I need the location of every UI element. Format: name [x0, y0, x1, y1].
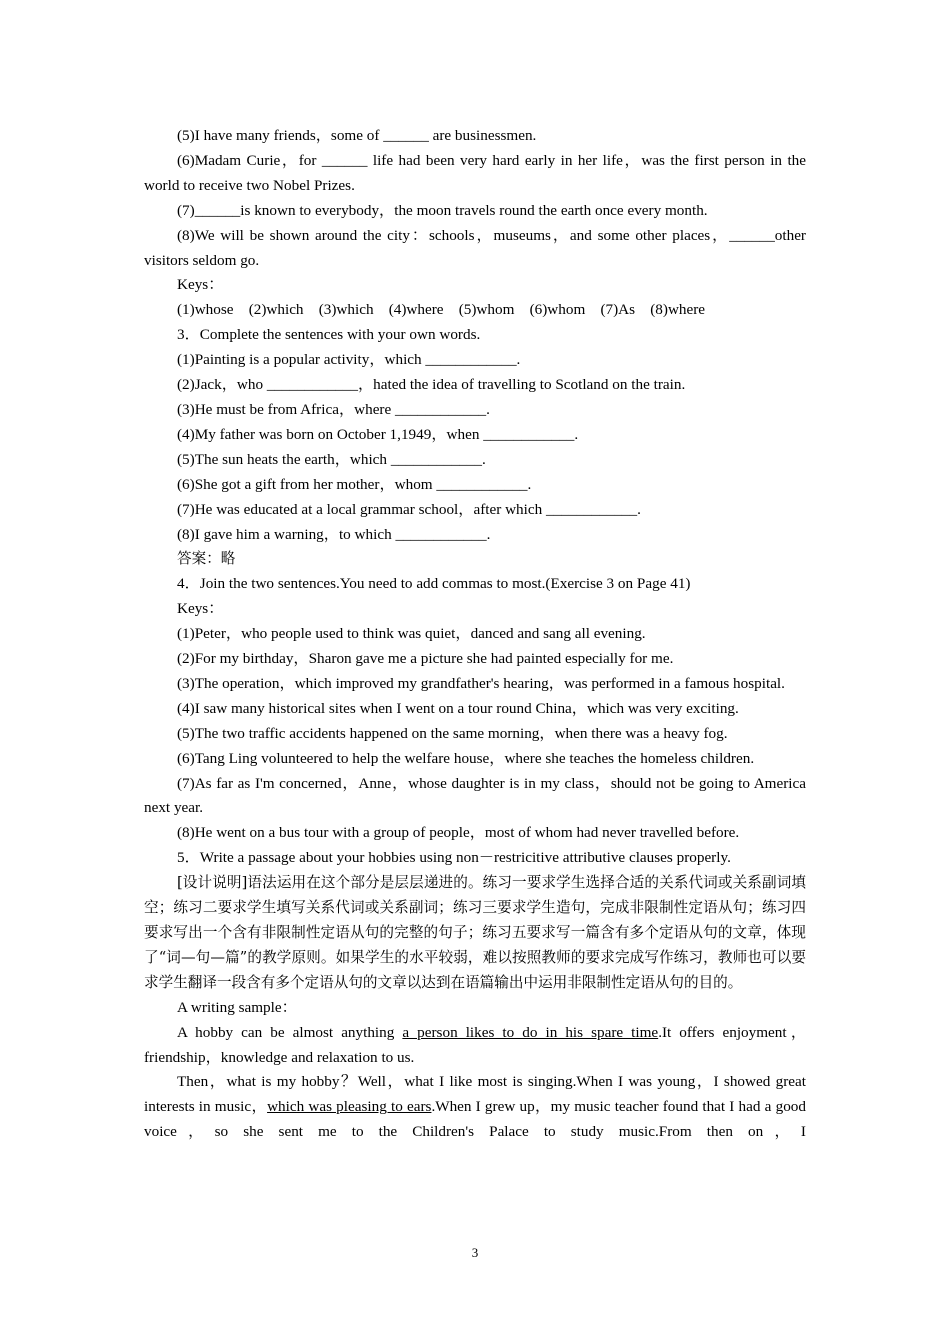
- underlined-clause: a person likes to do in his spare time: [402, 1023, 659, 1041]
- document-body: [144, 124, 806, 1145]
- ex4-item-5: (5)The two traffic accidents happened on the same morning，when there was a heavy fog.: [177, 724, 728, 742]
- ex3-item-3: (3)He must be from Africa，where ____________.: [177, 400, 490, 418]
- page-number: 3: [471, 1245, 479, 1260]
- ex2-keys: (1)whose (2)which (3)which (4)where (5)whom (6)whom (7)As (8)where: [177, 301, 706, 319]
- keys-label: Keys：: [177, 600, 224, 618]
- design-note: [设计说明]语法运用在这个部分是层层递进的。练习一要求学生选择合适的关系代词或关系副词填空；练习二要求学生填写关系代词或关系副词；练习三要求学生造句，完成非限制性定语从句；练习四要求写出一个含有非限制性定语从句的完整的句子；练习五要求写一篇含有多个定语从句的文章，体现了“词—句—篇”的教学原则。如果学生的水平较弱，难以按照教师的要求完成写作练习，教师也可以要求学生翻译一段含有多个定语从句的文章以达到在语篇输出中运用非限制性定语从句的目的。: [144, 874, 806, 991]
- ex4-item-1: (1)Peter，who people used to think was quiet，danced and sang all evening.: [177, 625, 646, 643]
- ex3-item-2: (2)Jack，who ____________，hated the idea of travelling to Scotland on the train.: [177, 376, 686, 394]
- ex4-item-7: (7)As far as I'm concerned，Anne，whose daughter is in my class，should not be going to America next year.: [144, 774, 806, 817]
- ex3-item-6: (6)She got a gift from her mother，whom ____________.: [177, 475, 532, 493]
- ex4-item-3: (3)The operation，which improved my grandfather's hearing，was performed in a famous hospital.: [177, 674, 785, 692]
- sample-text: .When I grew up，my music teacher found that I had a good voice，so she sent me to the Children's Palace to study music.From then on，I: [144, 1098, 806, 1141]
- ex4-item-2: (2)For my birthday，Sharon gave me a picture she had painted especially for me.: [177, 650, 674, 668]
- ex2-item-6: (6)Madam Curie，for ______ life had been very hard early in her life，was the first person in the world to receive two Nobel Prizes.: [144, 151, 806, 194]
- ex4-item-6: (6)Tang Ling volunteered to help the welfare house，where she teaches the homeless children.: [177, 749, 755, 767]
- ex2-item-8: (8)We will be shown around the city：schools，museums，and some other places，______other visitors seldom go.: [144, 226, 806, 269]
- ex2-item-7: (7)______is known to everybody，the moon travels round the earth once every month.: [177, 201, 708, 219]
- underlined-clause: which was pleasing to ears: [267, 1098, 432, 1116]
- sample-label: A writing sample：: [177, 998, 297, 1016]
- ex3-title: 3．Complete the sentences with your own words.: [177, 326, 481, 344]
- sample-paragraph-1: [144, 1021, 806, 1071]
- ex2-item-5: (5)I have many friends，some of ______ are businessmen.: [177, 127, 537, 144]
- sample-text: .It offers enjoyment，friendship，knowledge and relaxation to us.: [144, 1023, 807, 1066]
- ex4-title: 4．Join the two sentences.You need to add commas to most.(Exercise 3 on Page 41): [177, 575, 691, 593]
- keys-label: Keys：: [177, 276, 224, 294]
- ex5-title: 5．Write a passage about your hobbies using non－restricitive attributive clauses properly.: [177, 849, 731, 867]
- ex3-item-7: (7)He was educated at a local grammar school，after which ____________.: [177, 500, 641, 518]
- ex3-item-8: (8)I gave him a warning，to which ____________.: [177, 525, 491, 543]
- ex4-item-8: (8)He went on a bus tour with a group of people，most of whom had never travelled before.: [177, 824, 740, 842]
- sample-text: Then，what is my hobby？Well，what I like most is singing.When I was young，I showed great interests in music，: [144, 1073, 806, 1116]
- sample-text: A hobby can be almost anything: [177, 1023, 403, 1041]
- sample-paragraph-2: [144, 1070, 806, 1145]
- ex3-answer: 答案：略: [177, 550, 236, 568]
- ex3-item-1: (1)Painting is a popular activity，which ____________.: [177, 351, 521, 369]
- ex4-item-4: (4)I saw many historical sites when I went on a tour round China，which was very exciting.: [177, 699, 739, 717]
- ex3-item-4: (4)My father was born on October 1,1949，when ____________.: [177, 425, 579, 443]
- ex3-item-5: (5)The sun heats the earth，which ____________.: [177, 450, 486, 468]
